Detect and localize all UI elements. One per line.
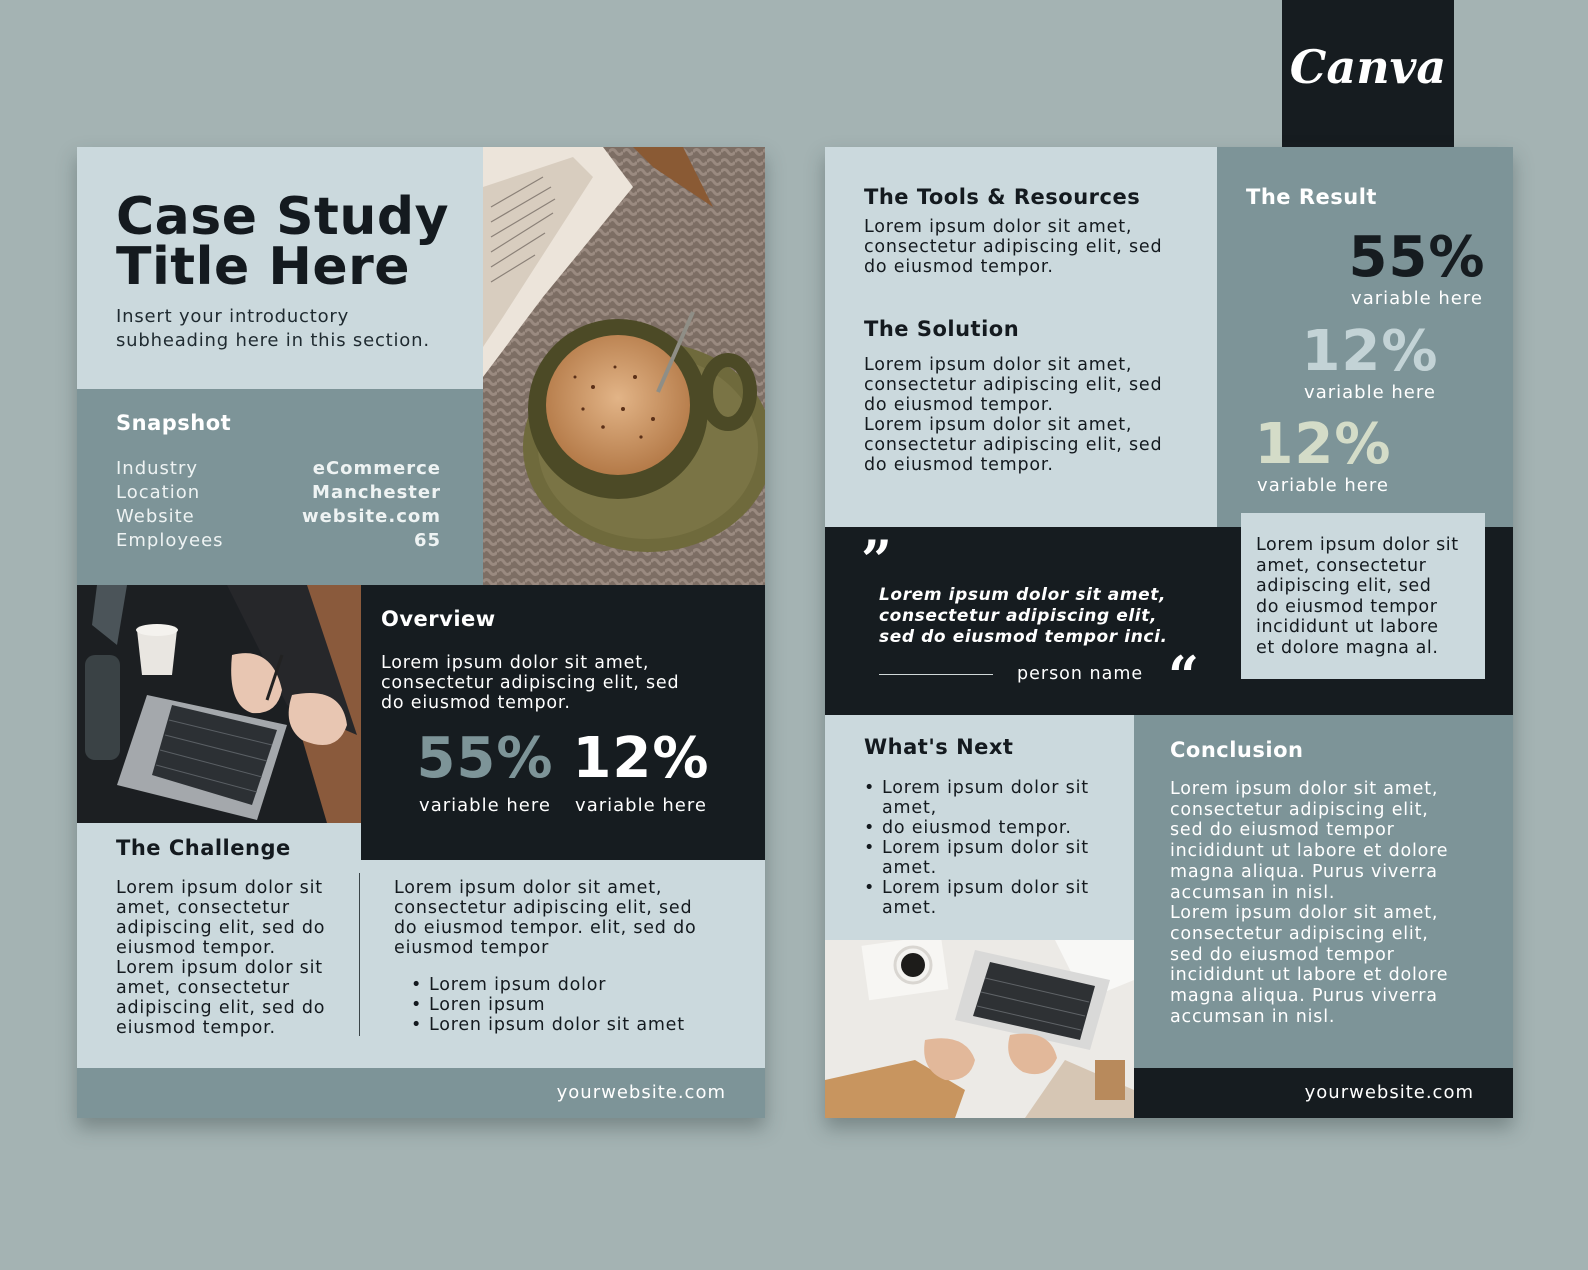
conclusion-text xyxy=(1170,779,1448,1027)
conclusion-line: Lorem ipsum dolor sit amet, xyxy=(1170,779,1439,799)
bullet-item: • Loren ipsum dolor sit amet xyxy=(411,1015,685,1035)
title-line-1: Case Study xyxy=(116,187,450,247)
conclusion-heading: Conclusion xyxy=(1170,738,1304,762)
snapshot-label: Employees xyxy=(116,530,224,551)
conclusion-block xyxy=(1134,715,1513,1068)
whats-next-bullets xyxy=(864,778,1089,918)
conclusion-line: sed do eiusmod tempor xyxy=(1170,944,1395,965)
challenge-line: eiusmod tempor. xyxy=(116,938,276,958)
challenge-line: do eiusmod tempor. elit, sed do xyxy=(394,918,697,938)
bullet-item xyxy=(864,878,1089,918)
conclusion-line: accumsan in nisl. xyxy=(1170,1006,1336,1027)
desk-laptop-photo xyxy=(825,940,1134,1118)
canva-logo: Canva xyxy=(1289,40,1447,94)
challenge-line: adipiscing elit, sed do xyxy=(116,918,326,938)
stat-label: variable here xyxy=(1304,382,1436,403)
snapshot-value: 65 xyxy=(413,530,441,551)
whats-next-block xyxy=(825,715,1134,940)
stat-label: variable here xyxy=(1351,288,1483,309)
title-block xyxy=(77,147,483,389)
solution-line: Lorem ipsum dolor sit amet, xyxy=(864,415,1133,435)
result-block xyxy=(1217,147,1513,527)
page1-footer xyxy=(77,1068,765,1118)
quote-rule xyxy=(879,674,993,675)
side-note-box xyxy=(1241,513,1485,679)
conclusion-line: Lorem ipsum dolor sit amet, xyxy=(1170,903,1439,924)
side-note-line: et dolore magna al. xyxy=(1256,637,1439,658)
intro-line-1: Insert your introductory xyxy=(116,306,350,327)
side-note-line: amet, consectetur xyxy=(1256,555,1427,576)
snapshot-label: Website xyxy=(116,506,195,527)
solution-line: do eiusmod tempor. xyxy=(864,395,1054,415)
snapshot-label: Industry xyxy=(116,458,199,479)
whats-next-heading: What's Next xyxy=(864,735,1014,759)
bullet-line: • Lorem ipsum dolor sit xyxy=(882,778,1089,798)
stat-value: 12% xyxy=(1254,412,1392,477)
snapshot-value: website.com xyxy=(301,506,441,527)
conclusion-line: consectetur adipiscing elit, xyxy=(1170,923,1429,944)
overview-stat-1 xyxy=(415,726,555,816)
stat-label: variable here xyxy=(575,795,707,816)
stat-label: variable here xyxy=(419,795,551,816)
tools-text xyxy=(864,217,1162,277)
side-note-text xyxy=(1256,535,1459,658)
challenge-bullets xyxy=(411,975,685,1035)
stat-value: 12% xyxy=(1301,319,1439,384)
conclusion-line: magna aliqua. Purus viverra xyxy=(1170,861,1438,882)
intro-line-2: subheading here in this section. xyxy=(116,330,430,351)
quote-line: sed do eiusmod tempor inci. xyxy=(879,627,1168,647)
side-note-line: do eiusmod tempor xyxy=(1256,596,1438,617)
challenge-divider xyxy=(359,873,360,1036)
challenge-line: amet, consectetur xyxy=(116,898,290,918)
challenge-line: adipiscing elit, sed do xyxy=(116,998,326,1018)
challenge-line: Lorem ipsum dolor sit xyxy=(116,878,323,898)
bullet-line: • Lorem ipsum dolor sit xyxy=(882,878,1089,898)
side-note-line: adipiscing elit, sed xyxy=(1256,576,1432,596)
solution-heading: The Solution xyxy=(864,317,1020,341)
tools-heading: The Tools & Resources xyxy=(864,185,1141,209)
bullet-line: amet. xyxy=(882,898,937,918)
challenge-line: amet, consectetur xyxy=(116,978,290,998)
tools-solution-block xyxy=(825,147,1217,527)
snapshot-label: Location xyxy=(116,482,201,503)
result-stat-3 xyxy=(1243,412,1403,496)
snapshot-value: Manchester xyxy=(312,482,441,503)
coffee-book-photo xyxy=(483,147,765,585)
stat-value: 12% xyxy=(572,726,710,791)
snapshot-table xyxy=(116,457,441,553)
solution-line: Lorem ipsum dolor sit amet, xyxy=(864,355,1133,375)
conclusion-line: consectetur adipiscing elit, xyxy=(1170,799,1429,820)
conclusion-line: accumsan in nisl. xyxy=(1170,882,1336,903)
snapshot-heading: Snapshot xyxy=(116,411,232,435)
laptop-typing-photo xyxy=(77,585,361,823)
stat-label: variable here xyxy=(1257,475,1389,496)
bullet-item xyxy=(864,818,1089,838)
bullet-line: • do eiusmod tempor. xyxy=(882,818,1072,838)
overview-stat-2 xyxy=(571,726,711,816)
bullet-item: • Loren ipsum xyxy=(411,995,685,1015)
overview-heading: Overview xyxy=(381,607,496,631)
tools-line: do eiusmod tempor. xyxy=(864,257,1054,277)
page2-footer xyxy=(1134,1068,1513,1118)
result-stat-2 xyxy=(1290,319,1450,403)
solution-line: do eiusmod tempor. xyxy=(864,455,1054,475)
solution-text xyxy=(864,355,1162,475)
solution-line: consectetur adipiscing elit, sed xyxy=(864,375,1163,395)
bullet-item xyxy=(864,778,1089,818)
overview-line: do eiusmod tempor. xyxy=(381,693,571,713)
bullet-item xyxy=(864,838,1089,878)
overview-line: consectetur adipiscing elit, sed xyxy=(381,673,680,693)
challenge-line: eiusmod tempor. xyxy=(116,1018,276,1038)
overview-block xyxy=(361,585,765,860)
quote-line: Lorem ipsum dolor sit amet, xyxy=(879,585,1167,605)
case-study-page-1 xyxy=(77,147,765,1118)
intro-subheading xyxy=(116,305,430,353)
overview-line: Lorem ipsum dolor sit amet, xyxy=(381,653,650,673)
challenge-right-text xyxy=(394,878,697,958)
overview-text xyxy=(381,653,679,713)
snapshot-block xyxy=(77,389,483,585)
quote-line: consectetur adipiscing elit, xyxy=(879,606,1158,626)
tools-line: consectetur adipiscing elit, sed xyxy=(864,237,1163,257)
challenge-line: Lorem ipsum dolor sit xyxy=(116,958,323,978)
snapshot-row-industry xyxy=(116,457,441,481)
challenge-block xyxy=(77,823,765,1068)
bullet-item: • Lorem ipsum dolor xyxy=(411,975,685,995)
bullet-line: amet. xyxy=(882,858,937,878)
challenge-left-text xyxy=(116,878,325,1038)
conclusion-line: sed do eiusmod tempor xyxy=(1170,820,1395,841)
side-note-line: incididunt ut labore xyxy=(1256,617,1439,637)
bullet-line: • Lorem ipsum dolor sit xyxy=(882,838,1089,858)
stat-value: 55% xyxy=(416,726,554,791)
stat-value: 55% xyxy=(1348,225,1486,290)
snapshot-row-website xyxy=(116,505,441,529)
conclusion-line: incididunt ut labore et dolore xyxy=(1170,965,1449,986)
footer-url[interactable]: yourwebsite.com xyxy=(1304,1082,1474,1103)
quote-person-name: person name xyxy=(1017,664,1144,684)
solution-line: consectetur adipiscing elit, sed xyxy=(864,435,1163,455)
result-stat-1 xyxy=(1337,225,1497,309)
close-quote-icon: “ xyxy=(1168,644,1200,708)
case-study-page-2 xyxy=(825,147,1513,1118)
snapshot-row-location xyxy=(116,481,441,505)
footer-url[interactable]: yourwebsite.com xyxy=(556,1082,726,1103)
quote-text xyxy=(879,585,1168,648)
open-quote-icon: ” xyxy=(861,528,893,592)
challenge-line: Lorem ipsum dolor sit amet, xyxy=(394,878,663,898)
result-heading: The Result xyxy=(1246,185,1377,209)
conclusion-line: incididunt ut labore et dolore xyxy=(1170,841,1449,862)
challenge-line: eiusmod tempor xyxy=(394,938,550,958)
bullet-line: amet, xyxy=(882,798,937,818)
snapshot-row-employees xyxy=(116,529,441,553)
challenge-heading: The Challenge xyxy=(116,836,291,860)
page-title xyxy=(116,187,450,297)
challenge-line: consectetur adipiscing elit, sed xyxy=(394,898,693,918)
snapshot-value: eCommerce xyxy=(312,458,441,479)
tools-line: Lorem ipsum dolor sit amet, xyxy=(864,217,1133,237)
canva-badge xyxy=(1282,0,1454,148)
title-line-2: Title Here xyxy=(116,237,411,297)
conclusion-line: magna aliqua. Purus viverra xyxy=(1170,986,1438,1007)
side-note-line: Lorem ipsum dolor sit xyxy=(1256,535,1459,555)
